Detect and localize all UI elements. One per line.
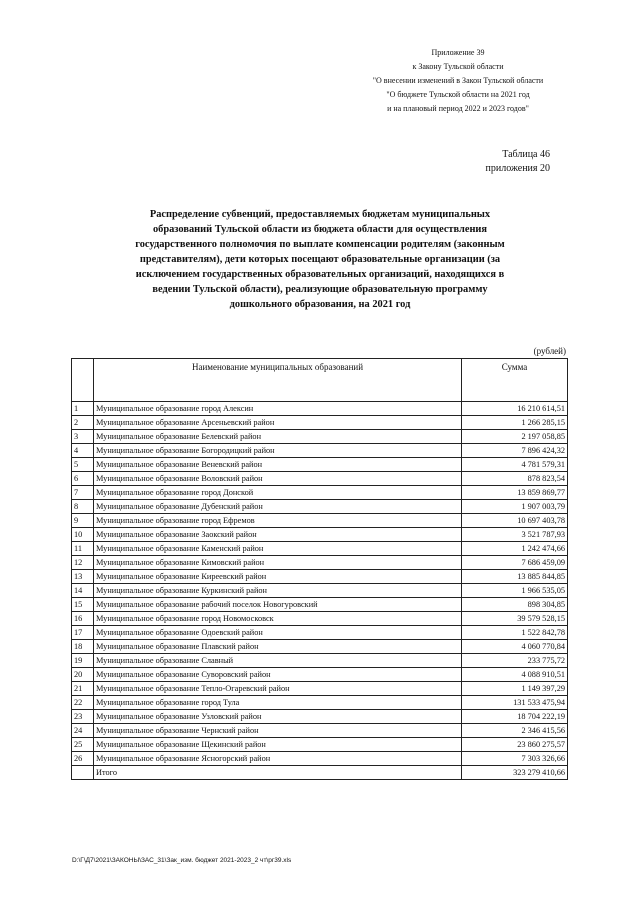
row-name: Муниципальное образование Суворовский район <box>94 668 462 682</box>
header-num <box>72 359 94 402</box>
table-row <box>72 416 568 430</box>
row-number: 14 <box>72 584 94 598</box>
table-note-line1: Таблица 46 <box>502 149 550 160</box>
row-sum: 7 686 459,09 <box>462 556 568 570</box>
row-name: Муниципальное образование Киреевский район <box>94 570 462 584</box>
table-row <box>72 612 568 626</box>
row-number: 12 <box>72 556 94 570</box>
title-line: исключением государственных образовательных организаций, находящихся в <box>135 269 505 280</box>
table-row <box>72 696 568 710</box>
row-name: Муниципальное образование Кимовский район <box>94 556 462 570</box>
row-name: Итого <box>94 766 462 780</box>
row-number: 6 <box>72 472 94 486</box>
row-sum: 13 885 844,85 <box>462 570 568 584</box>
row-name: Муниципальное образование Славный <box>94 654 462 668</box>
table-note-line2: приложения 20 <box>485 163 550 174</box>
row-name: Муниципальное образование рабочий поселок Новогуровский <box>94 598 462 612</box>
row-name: Муниципальное образование город Новомосковск <box>94 612 462 626</box>
row-sum: 13 859 869,77 <box>462 486 568 500</box>
row-sum: 2 197 058,85 <box>462 430 568 444</box>
table-row <box>72 752 568 766</box>
row-sum: 3 521 787,93 <box>462 528 568 542</box>
appendix-line: к Закону Тульской области <box>412 62 504 71</box>
row-number: 5 <box>72 458 94 472</box>
table-row <box>72 584 568 598</box>
row-number: 13 <box>72 570 94 584</box>
row-name: Муниципальное образование Дубенский район <box>94 500 462 514</box>
row-sum: 1 907 003,79 <box>462 500 568 514</box>
row-sum: 898 304,85 <box>462 598 568 612</box>
row-name: Муниципальное образование Белевский район <box>94 430 462 444</box>
row-name: Муниципальное образование Воловский район <box>94 472 462 486</box>
row-name: Муниципальное образование Одоевский район <box>94 626 462 640</box>
row-name: Муниципальное образование Богородицкий район <box>94 444 462 458</box>
row-number: 18 <box>72 640 94 654</box>
row-sum: 1 149 397,29 <box>462 682 568 696</box>
row-name: Муниципальное образование город Алексин <box>94 402 462 416</box>
row-number: 2 <box>72 416 94 430</box>
row-name: Муниципальное образование Веневский район <box>94 458 462 472</box>
row-sum: 4 060 770,84 <box>462 640 568 654</box>
table-row <box>72 668 568 682</box>
row-number: 9 <box>72 514 94 528</box>
header-sum: Сумма <box>462 359 568 402</box>
table-row <box>72 654 568 668</box>
row-number: 19 <box>72 654 94 668</box>
row-name: Муниципальное образование Щекинский район <box>94 738 462 752</box>
row-number: 4 <box>72 444 94 458</box>
row-number: 1 <box>72 402 94 416</box>
row-number: 17 <box>72 626 94 640</box>
title-line: образований Тульской области из бюджета области для осуществления <box>152 224 488 235</box>
document-title <box>80 207 560 312</box>
row-name: Муниципальное образование город Донской <box>94 486 462 500</box>
table-row <box>72 682 568 696</box>
row-sum: 1 966 535,05 <box>462 584 568 598</box>
row-name: Муниципальное образование Плавский район <box>94 640 462 654</box>
table-header-row <box>72 359 568 402</box>
row-name: Муниципальное образование Куркинский район <box>94 584 462 598</box>
row-name: Муниципальное образование Чернский район <box>94 724 462 738</box>
row-number: 26 <box>72 752 94 766</box>
row-sum: 323 279 410,66 <box>462 766 568 780</box>
header-name: Наименование муниципальных образований <box>94 359 462 402</box>
appendix-line: "О внесении изменений в Закон Тульской области <box>372 76 544 85</box>
row-sum: 1 266 285,15 <box>462 416 568 430</box>
row-number: 7 <box>72 486 94 500</box>
row-sum: 1 242 474,66 <box>462 542 568 556</box>
row-number: 20 <box>72 668 94 682</box>
table-row <box>72 598 568 612</box>
row-sum: 7 896 424,32 <box>462 444 568 458</box>
row-sum: 4 088 910,51 <box>462 668 568 682</box>
appendix-line: и на плановый период 2022 и 2023 годов" <box>387 104 529 113</box>
row-sum: 23 860 275,57 <box>462 738 568 752</box>
row-sum: 131 533 475,94 <box>462 696 568 710</box>
row-name: Муниципальное образование Каменский район <box>94 542 462 556</box>
table-row <box>72 458 568 472</box>
table-row <box>72 528 568 542</box>
table-row <box>72 570 568 584</box>
row-sum: 1 522 842,78 <box>462 626 568 640</box>
row-sum: 10 697 403,78 <box>462 514 568 528</box>
row-number: 23 <box>72 710 94 724</box>
row-name: Муниципальное образование город Тула <box>94 696 462 710</box>
row-number: 24 <box>72 724 94 738</box>
table-row <box>72 724 568 738</box>
row-sum: 2 346 415,56 <box>462 724 568 738</box>
table-row <box>72 738 568 752</box>
row-sum: 4 781 579,31 <box>462 458 568 472</box>
appendix-header <box>338 46 578 116</box>
table-row <box>72 402 568 416</box>
row-number: 21 <box>72 682 94 696</box>
row-name: Муниципальное образование Тепло-Огаревский район <box>94 682 462 696</box>
row-sum: 7 303 326,66 <box>462 752 568 766</box>
appendix-line: Приложение 39 <box>431 48 485 57</box>
table-row <box>72 430 568 444</box>
table-row <box>72 556 568 570</box>
row-name: Муниципальное образование Ясногорский район <box>94 752 462 766</box>
total-row <box>72 766 568 780</box>
title-line: ведении Тульской области), реализующие образовательную программу <box>152 284 488 295</box>
title-line: государственного полномочия по выплате компенсации родителям (законным <box>135 239 505 250</box>
table-row <box>72 542 568 556</box>
units-label: (рублей) <box>533 346 566 356</box>
appendix-line: "О бюджете Тульской области на 2021 год <box>386 90 530 99</box>
table-note <box>440 148 550 176</box>
row-number: 25 <box>72 738 94 752</box>
row-number: 22 <box>72 696 94 710</box>
row-name: Муниципальное образование город Ефремов <box>94 514 462 528</box>
row-name: Муниципальное образование Узловский район <box>94 710 462 724</box>
table-row <box>72 472 568 486</box>
row-number: 16 <box>72 612 94 626</box>
table-row <box>72 444 568 458</box>
row-sum: 878 823,54 <box>462 472 568 486</box>
row-number: 11 <box>72 542 94 556</box>
row-sum: 39 579 528,15 <box>462 612 568 626</box>
row-sum: 233 775,72 <box>462 654 568 668</box>
row-sum: 16 210 614,51 <box>462 402 568 416</box>
row-number: 3 <box>72 430 94 444</box>
table-row <box>72 514 568 528</box>
table-row <box>72 710 568 724</box>
subsidy-table <box>71 358 568 780</box>
file-path-footer: D:\Г\Д7\2021\ЗАКОНЫ\ЗАС_31\Зак_изм. бюджет 2021-2023_2 чт\рг39.xls <box>72 857 292 864</box>
table-row <box>72 486 568 500</box>
row-number: 15 <box>72 598 94 612</box>
title-line: Распределение субвенций, предоставляемых бюджетам муниципальных <box>149 209 491 220</box>
row-name: Муниципальное образование Арсеньевский район <box>94 416 462 430</box>
row-sum: 18 704 222,19 <box>462 710 568 724</box>
title-line: представителям), дети которых посещают образовательные организации (за <box>139 254 501 265</box>
row-number: 10 <box>72 528 94 542</box>
table-row <box>72 626 568 640</box>
row-number: 8 <box>72 500 94 514</box>
row-number <box>72 766 94 780</box>
table-row <box>72 500 568 514</box>
row-name: Муниципальное образование Заокский район <box>94 528 462 542</box>
table-row <box>72 640 568 654</box>
title-line: дошкольного образования, на 2021 год <box>229 299 411 310</box>
